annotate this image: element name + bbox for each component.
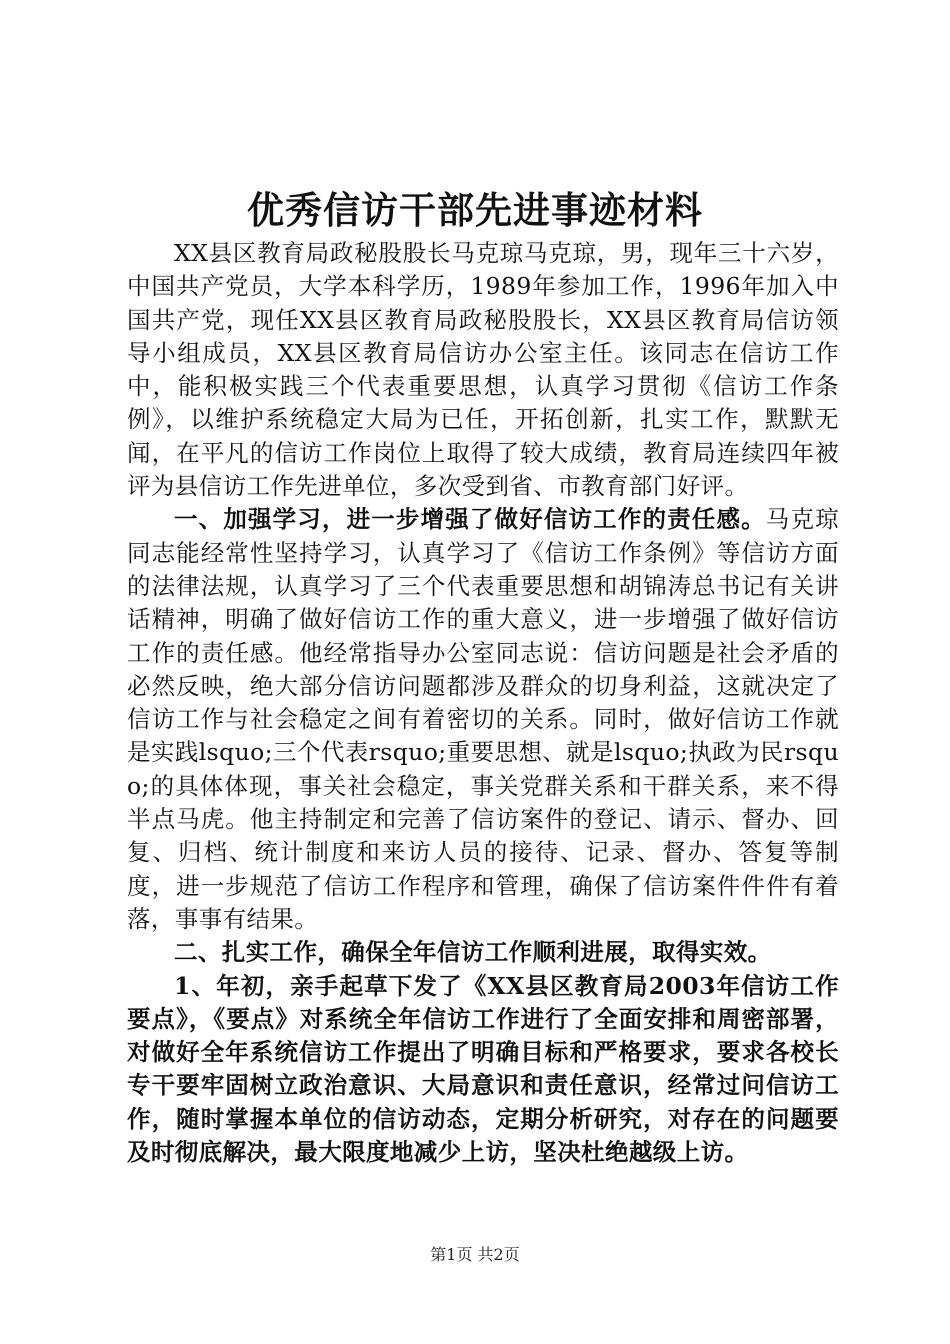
page-footer: 第1页 共2页 — [430, 1245, 520, 1264]
paragraph-section-2 — [127, 936, 839, 969]
document-title: 优秀信访干部先进事迹材料 — [247, 188, 703, 232]
paragraph-text: 1、年初，亲手起草下发了《XX县区教育局2003年信访工作要点》，《要点》对系统全年信访工作进行了全面安排和周密部署，对做好全年系统信访工作提出了明确目标和严格要求，要求各校长专干要牢固树立政治意识、大局意识和责任意识，经常过问信访工作，随时掌握本单位的信访动态，定期分析研究，对存在的问题要及时彻底解决，最大限度地减少上访，坚决杜绝越级上访。 — [127, 971, 839, 1167]
paragraph-item-1 — [127, 970, 839, 1170]
paragraph-intro — [127, 237, 839, 503]
paragraph-text: 马克琼同志能经常性坚持学习，认真学习了《信访工作条例》等信访方面的法律法规，认真学习了三个代表重要思想和胡锦涛总书记有关讲话精神，明确了做好信访工作的重大意义，进一步增强了做好信访工作的责任感。他经常指导办公室同志说：信访问题是社会矛盾的必然反映，绝大部分信访问题都涉及群众的切身利益，这就决定了信访工作与社会稳定之间有着密切的关系。同时，做好信访工作就是实践lsquo;三个代表rsquo;重要思想、就是lsquo;执政为民rsquo;的具体体现，事关社会稳定，事关党群关系和干群关系，来不得半点马虎。他主持制定和完善了信访案件的登记、请示、督办、回复、归档、统计制度和来访人员的接待、记录、督办、答复等制度，进一步规范了信访工作程序和管理，确保了信访案件件件有着落，事事有结果。 — [127, 505, 839, 933]
section-heading-1: 一、加强学习，进一步增强了做好信访工作的责任感。 — [174, 505, 766, 534]
section-heading-2: 二、扎实工作，确保全年信访工作顺利进展，取得实效。 — [174, 938, 772, 967]
paragraph-section-1 — [127, 503, 839, 936]
paragraph-text: XX县区教育局政秘股股长马克琼马克琼，男，现年三十六岁，中国共产党员，大学本科学历，1989年参加工作，1996年加入中国共产党，现任XX县区教育局政秘股股长，XX县区教育局信访领导小组成员，XX县区教育局信访办公室主任。该同志在信访工作中，能积极实践三个代表重要思想，认真学习贯彻《信访工作条例》，以维护系统稳定大局为已任，开拓创新，扎实工作，默默无闻，在平凡的信访工作岗位上取得了较大成绩，教育局连续四年被评为县信访工作先进单位，多次受到省、市教育部门好评。 — [127, 239, 839, 501]
document-body — [127, 237, 839, 1169]
